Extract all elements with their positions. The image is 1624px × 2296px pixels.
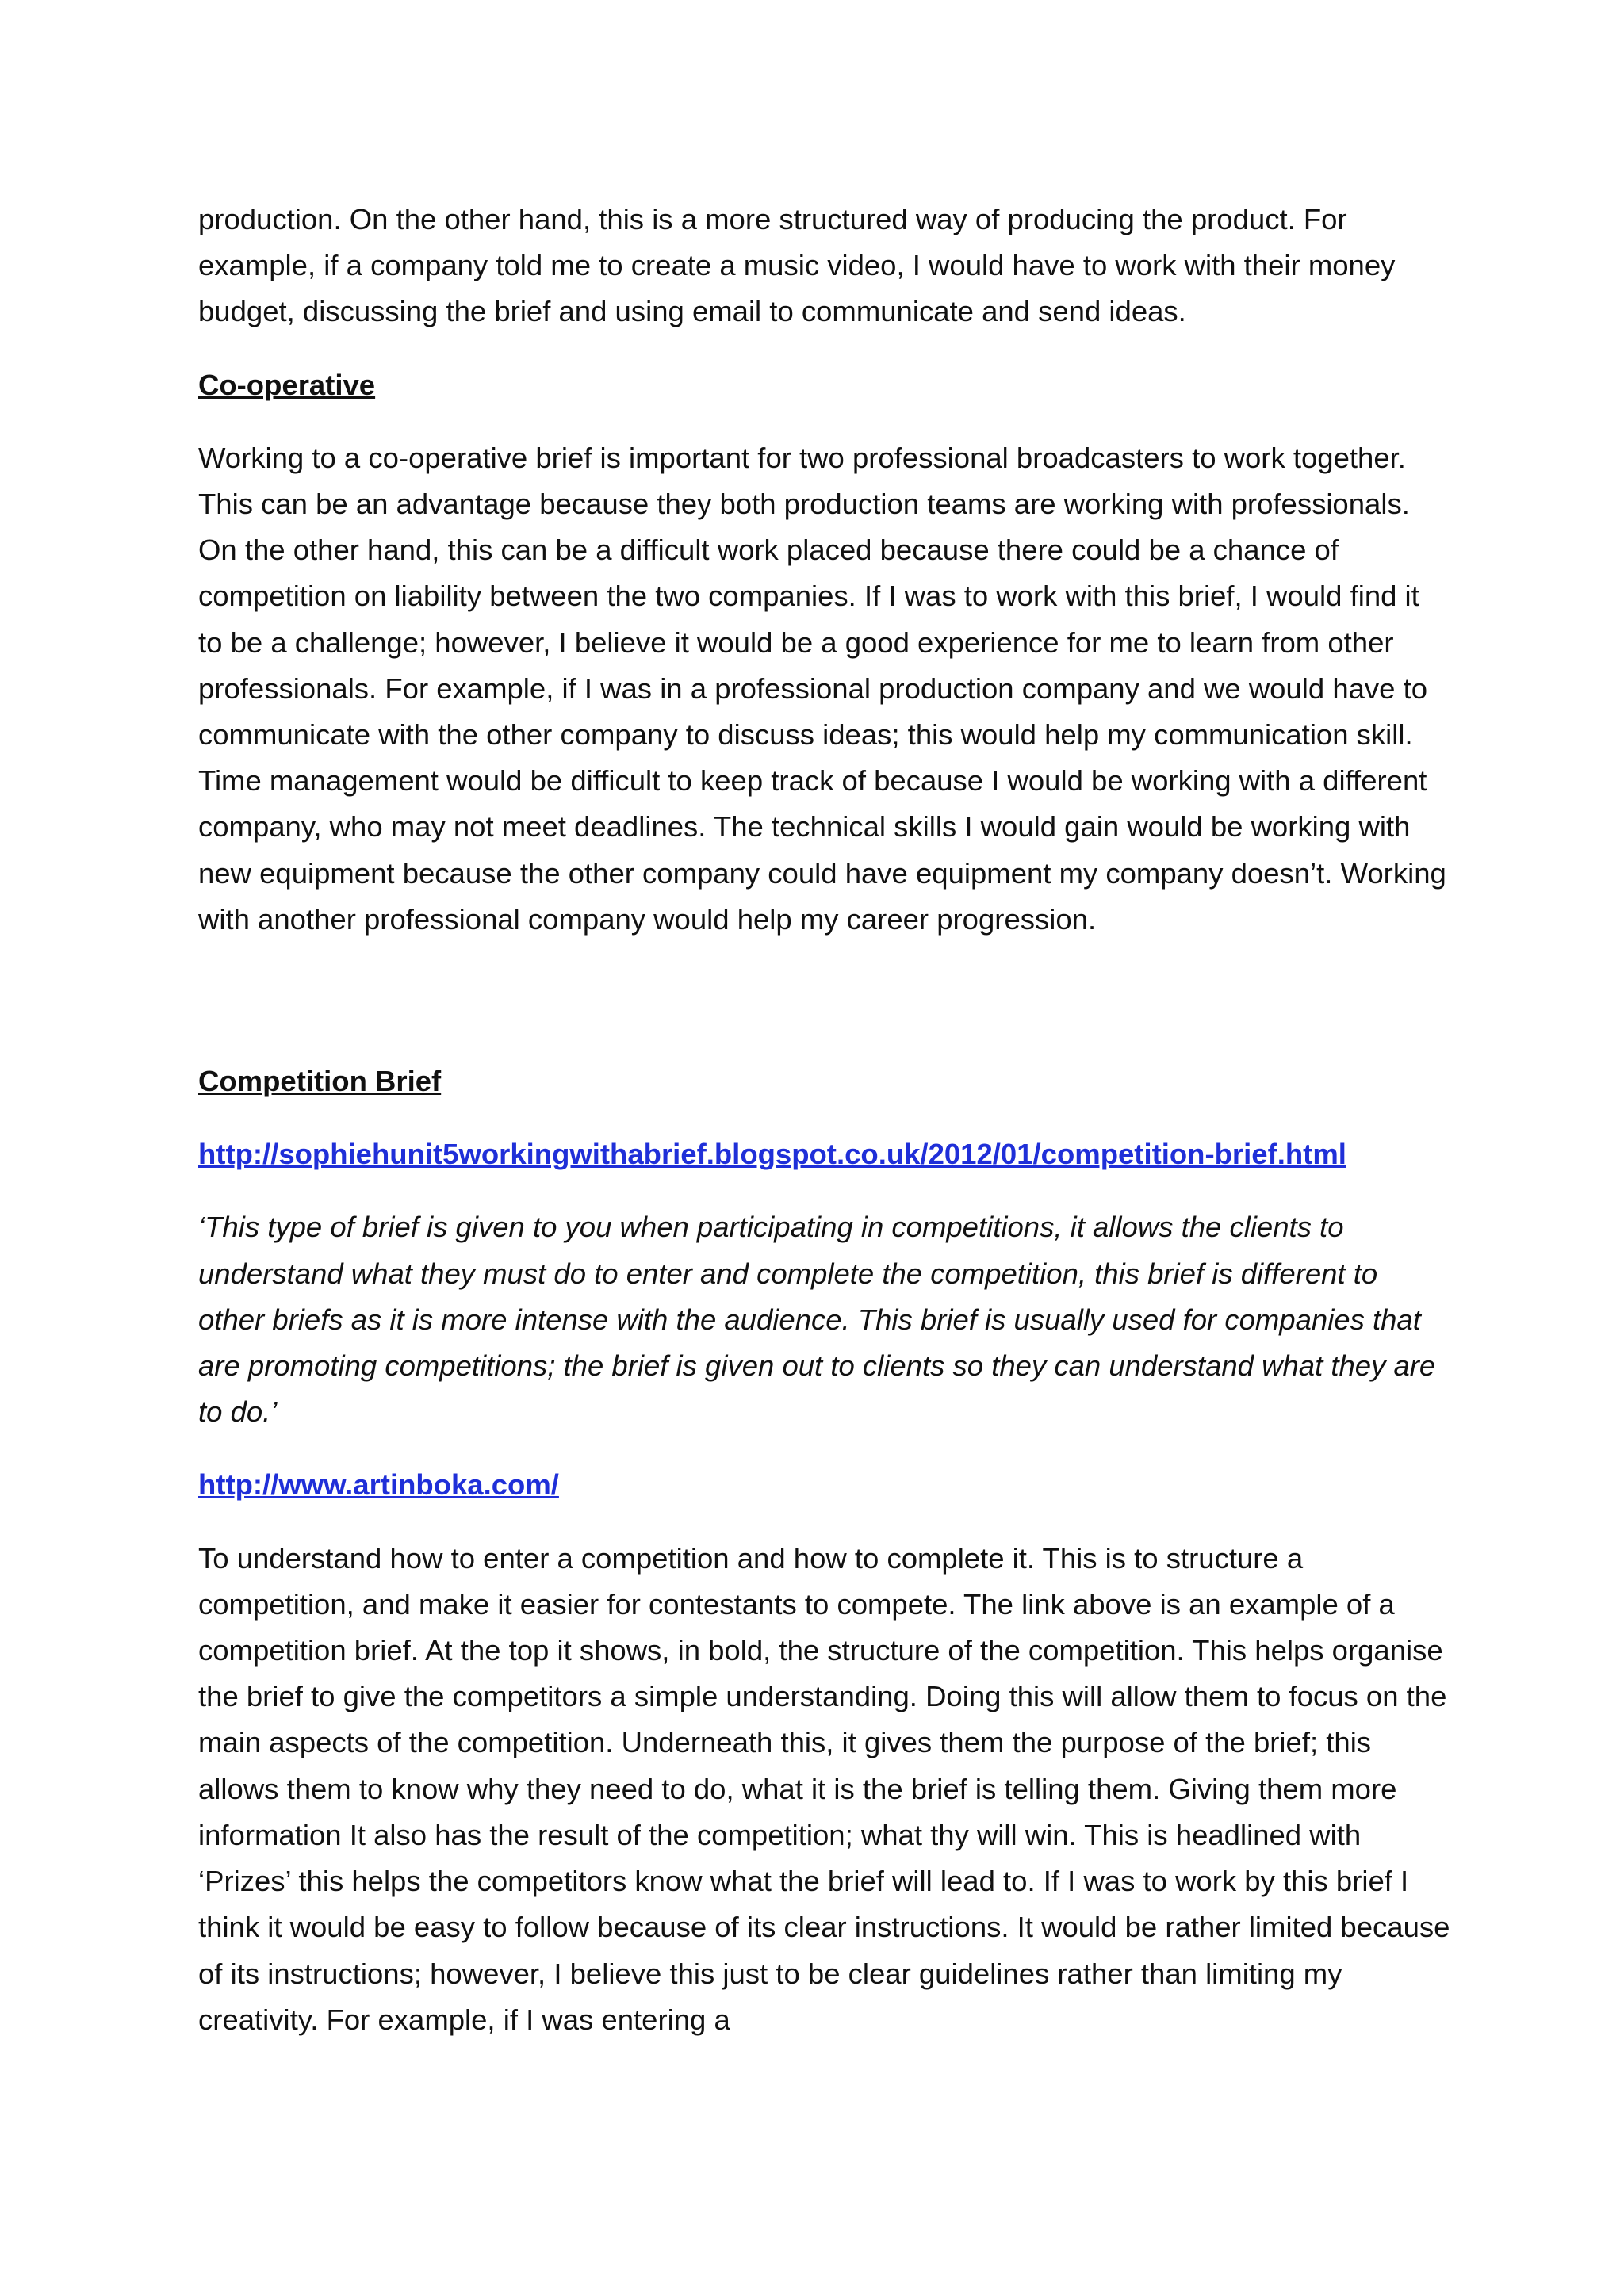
intro-paragraph: production. On the other hand, this is a more structured way of producing the product. For example, if a company told me to create a music video, I would have to work with their money budget, discussing the brief and using email to communicate and send ideas. <box>198 203 1396 328</box>
competition-brief-link[interactable]: http://sophiehunit5workingwithabrief.blogspot.co.uk/2012/01/competition-brief.html <box>198 1138 1346 1171</box>
heading-cooperative: Co-operative <box>198 368 376 401</box>
document-page <box>198 197 1451 2070</box>
artinboka-link[interactable]: http://www.artinboka.com/ <box>198 1468 559 1502</box>
spacer <box>198 970 1451 1058</box>
competition-quote: ‘This type of brief is given to you when participating in competitions, it allows the clients to understand what they must do to enter and complete the competition, this brief is different to other briefs as it is more intense with the audience. This brief is usually used for companies that are promoting competitions; the brief is given out to clients so they can understand what they are to do.’ <box>198 1211 1436 1429</box>
heading-competition-brief: Competition Brief <box>198 1065 442 1098</box>
competition-paragraph: To understand how to enter a competition and how to complete it. This is to structure a competition, and make it easier for contestants to compete. The link above is an example of a competition brief. At the top it shows, in bold, the structure of the competition. This helps organise the brief to give the competitors a simple understanding. Doing this will allow them to focus on the main aspects of the competition. Underneath this, it gives them the purpose of the brief; this allows them to know why they need to do, what it is the brief is telling them. Giving them more information It also has the result of the competition; what thy will win. This is headlined with ‘Prizes’ this helps the competitors know what the brief will lead to. If I was to work by this brief I think it would be easy to follow because of its clear instructions. It would be rather limited because of its instructions; however, I believe this just to be clear guidelines rather than limiting my creativity. For example, if I was entering a <box>198 1541 1450 2036</box>
cooperative-paragraph: Working to a co-operative brief is important for two professional broadcasters to work together. This can be an advantage because they both production teams are working with professionals. On the other hand, this can be a difficult work placed because there could be a chance of competition on liability between the two companies. If I was to work with this brief, I would find it to be a challenge; however, I believe it would be a good experience for me to learn from other professionals. For example, if I was in a professional production company and we would have to communicate with the other company to discuss ideas; this would help my communication skill. Time management would be difficult to keep track of because I would be working with a different company, who may not meet deadlines. The technical skills I would gain would be working with new equipment because the other company could have equipment my company doesn’t. Working with another professional company would help my career progression. <box>198 441 1446 936</box>
